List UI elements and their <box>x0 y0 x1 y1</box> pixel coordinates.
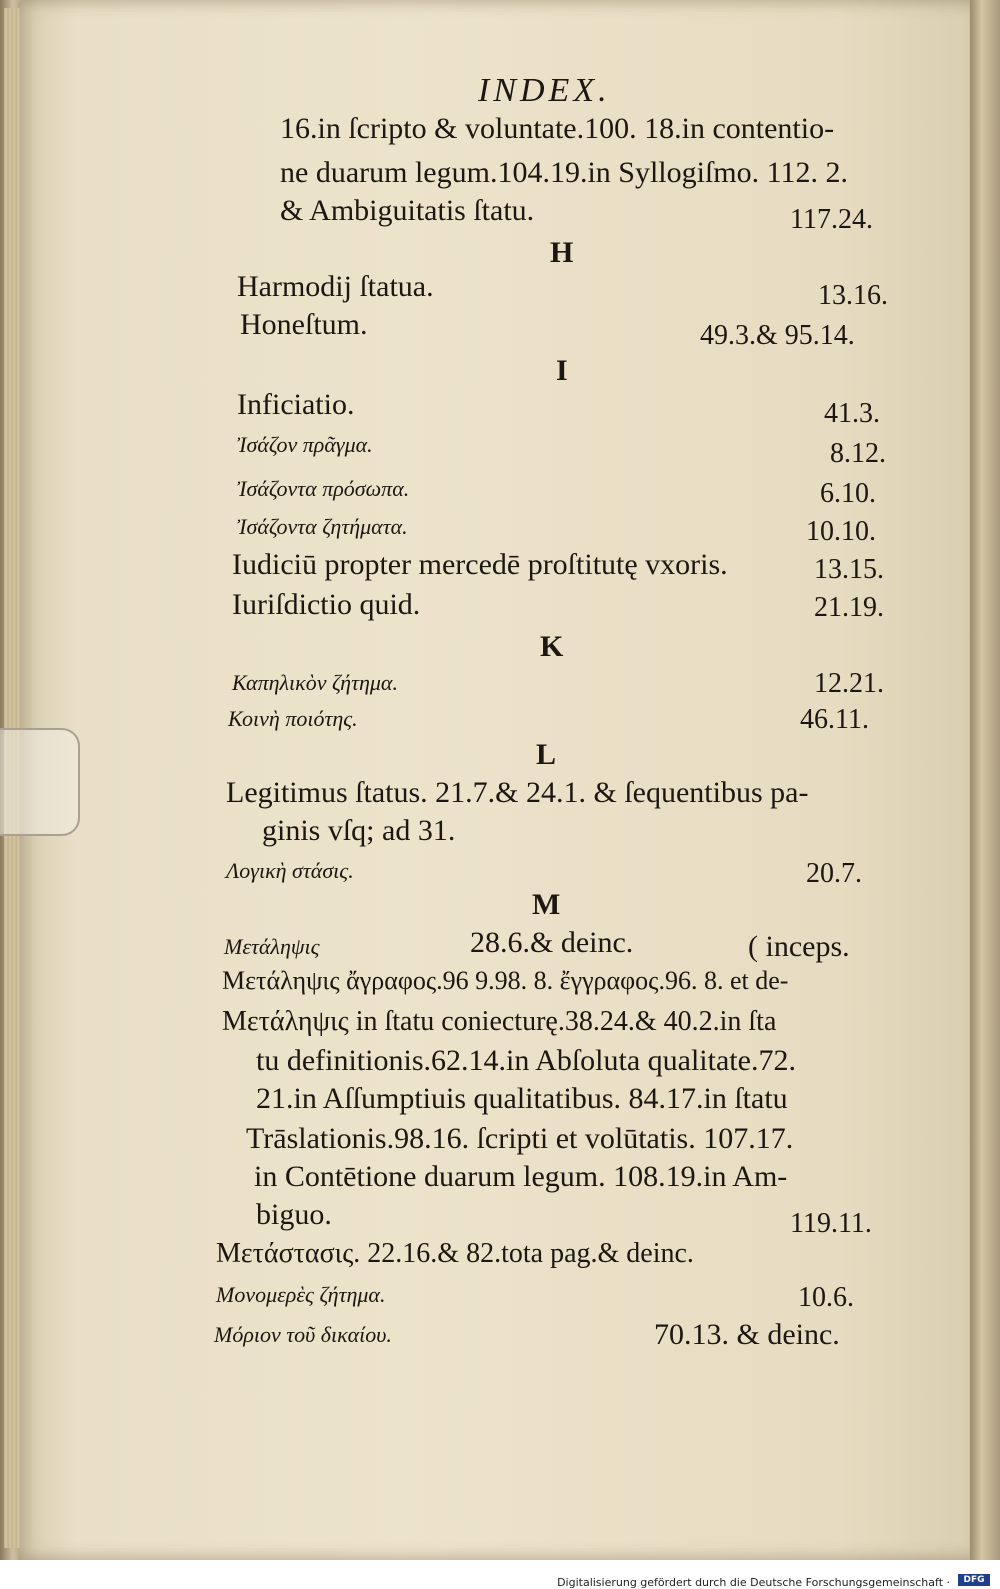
entry-page-ref: 13.15. <box>814 554 884 585</box>
section-letter-l: L <box>536 738 557 771</box>
entry-term-greek: Λογικὴ στάσις. <box>226 858 354 883</box>
entry-page-ref: 8.12. <box>830 438 886 469</box>
entry-term-greek: Κοινὴ ποιότης. <box>228 706 358 731</box>
entry-term: Iudiciū propter mercedē proſtitutę vxoris. <box>232 548 728 581</box>
entry-line: Trāslationis.98.16. ſcripti et volūtatis. 107.17. <box>246 1122 794 1155</box>
entry-line: biguo. <box>256 1198 332 1231</box>
next-page-edge <box>970 0 1000 1560</box>
entry-page-ref: 70.13. & deinc. <box>654 1318 840 1351</box>
entry-line: ne duarum legum.104.19.in Syllogiſmo. 112. 2. <box>280 156 849 189</box>
entry-page-ref: 41.3. <box>824 398 880 429</box>
entry-page-ref: 10.6. <box>798 1282 854 1313</box>
entry-page-ref: 117.24. <box>790 204 873 235</box>
entry-page-ref: 21.19. <box>814 592 884 623</box>
entry-term: Inficiatio. <box>237 388 355 421</box>
entry-line: 16.in ſcripto & voluntate.100. 18.in contentio- <box>280 112 835 145</box>
entry-line: in Contētione duarum legum. 108.19.in Am- <box>254 1160 788 1193</box>
entry-page-ref: 119.11. <box>790 1208 872 1239</box>
entry-term-greek: Μετάληψις <box>224 934 320 959</box>
entry-page-ref: 28.6.& deinc. <box>470 926 634 959</box>
entry-page-ref: 49.3.& 95.14. <box>700 320 855 351</box>
entry-page-ref: 10.10. <box>806 516 876 547</box>
entry-term: Μετάληψις ἄγραφος.96 9.98. 8. ἔγγραφος.96. 8. et de- <box>222 966 789 995</box>
dfg-logo: DFG <box>958 1574 990 1586</box>
entry-line: & Ambiguitatis ſtatu. <box>280 194 535 227</box>
entry-term-greek: Ἰσάζοντα ζητήματα. <box>237 514 408 539</box>
entry-page-ref: 20.7. <box>806 858 862 889</box>
section-letter-i: I <box>556 354 568 387</box>
entry-line: tu definitionis.62.14.in Abſoluta qualitate.72. <box>256 1044 796 1077</box>
entry-page-ref: 6.10. <box>820 478 876 509</box>
entry-term: Legitimus ſtatus. 21.7.& 24.1. & ſequentibus pa- <box>226 776 809 809</box>
entry-term: Harmodij ſtatua. <box>237 270 434 303</box>
entry-term-greek: Καπηλικὸν ζήτημα. <box>232 670 398 695</box>
entry-line: 21.in Aſſumptiuis qualitatibus. 84.17.in ſtatu <box>256 1082 788 1115</box>
entry-term: Μετάληψις in ſtatu coniecturę.38.24.& 40.2.in ſta <box>222 1006 777 1037</box>
entry-line: ginis vſq; ad 31. <box>262 814 456 847</box>
page-title: INDEX. <box>478 72 611 109</box>
book-clip <box>0 728 80 836</box>
entry-line: ( inceps. <box>748 930 850 963</box>
section-letter-h: H <box>550 236 574 269</box>
entry-term-greek: Μονομερὲς ζήτημα. <box>216 1282 386 1307</box>
entry-term-greek: Μόριον τοῦ δικαίου. <box>214 1322 392 1347</box>
entry-page-ref: 12.21. <box>814 668 884 699</box>
entry-term: Iuriſdictio quid. <box>232 588 421 621</box>
entry-term-greek: Ἰσάζον πρᾶγμα. <box>237 432 373 457</box>
entry-term: Honeſtum. <box>240 308 368 341</box>
entry-term-greek: Ἰσάζοντα πρόσωπα. <box>237 476 410 501</box>
section-letter-k: K <box>540 630 564 663</box>
entry-page-ref: 46.11. <box>800 704 869 735</box>
entry-page-ref: 13.16. <box>818 280 888 311</box>
section-letter-m: M <box>532 888 561 921</box>
entry-term: Μετάστασις. 22.16.& 82.tota pag.& deinc. <box>216 1238 694 1269</box>
funding-credit: Digitalisierung gefördert durch die Deutsche Forschungsgemeinschaft · <box>557 1576 950 1589</box>
